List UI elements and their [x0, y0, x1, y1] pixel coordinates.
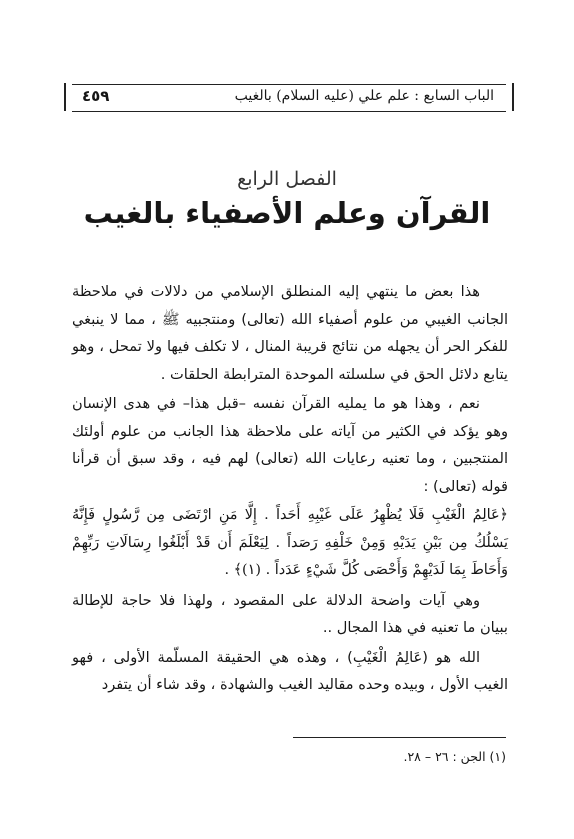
- section-label: الفصل الرابع: [237, 168, 337, 190]
- page-number: ٤٥٩: [82, 87, 110, 105]
- body-text: [72, 278, 508, 699]
- paragraph: الله هو (عَالِمُ الْغَيْبِ) ، وهذه هي الحقيقة المسلّمة الأولى ، فهو الغيب الأول ، وبيده وحده مقاليد الغيب والشهادة ، وقد شاء أن يتفرد: [72, 648, 508, 693]
- running-head-title: الباب السابع : علم علي (عليه السلام) بالغيب: [234, 88, 494, 104]
- chapter-title: القرآن وعلم الأصفياء بالغيب: [83, 196, 491, 230]
- paragraph: نعم ، وهذا هو ما يمليه القرآن نفسه –قبل هذا– في هدى الإنسان وهو يؤكد في الكثير من آياته على ملاحظة هذا الجانب من علوم أولئك المنتجبين ، وما تعنيه رعايات الله (تعالى) لهم فيه ، وقد سبق أن قرأنا قوله (تعالى) :: [72, 395, 508, 495]
- paragraph: وهي آيات واضحة الدلالة على المقصود ، ولهذا فلا حاجة للإطالة ببيان ما تعنيه في هذا المجال ..: [72, 591, 508, 636]
- footnote: (١) الجن : ٢٦ – ٢٨.: [403, 749, 506, 764]
- quran-quote: ﴿عَالِمُ الْغَيْبِ فَلَا يُظْهِرُ عَلَى غَيْبِهِ أَحَداً . إِلَّا مَنِ ارْتَضَى مِن رَّسُولٍ فَإِنَّهُ يَسْلُكُ مِن بَيْنِ يَدَيْهِ وَمِنْ خَلْفِهِ رَصَداً . لِيَعْلَمَ أَن قَدْ أَبْلَغُوا رِسَالَاتِ رَبِّهِمْ وَأَحَاطَ بِمَا لَدَيْهِمْ وَأَحْصَى كُلَّ شَيْءٍ عَدَداً . (١)﴾ .: [72, 507, 508, 578]
- header-bracket-left: [64, 83, 74, 111]
- running-header: [72, 84, 506, 112]
- header-bracket-right: [504, 83, 514, 111]
- footnote-divider: [293, 737, 506, 738]
- paragraph: هذا بعض ما ينتهي إليه المنطلق الإسلامي من دلالات في ملاحظة الجانب الغيبي من علوم أصفياء الله (تعالى) ومنتجبيه ﷺ ، مما لا ينبغي للفكر الحر أن يجهله من نتائج قريبة المنال ، لا تكلف فيها ولا تمحل ، وهو يتابع دلائل الحق في سلسلته الموحدة المترابطة الحلقات .: [72, 283, 508, 383]
